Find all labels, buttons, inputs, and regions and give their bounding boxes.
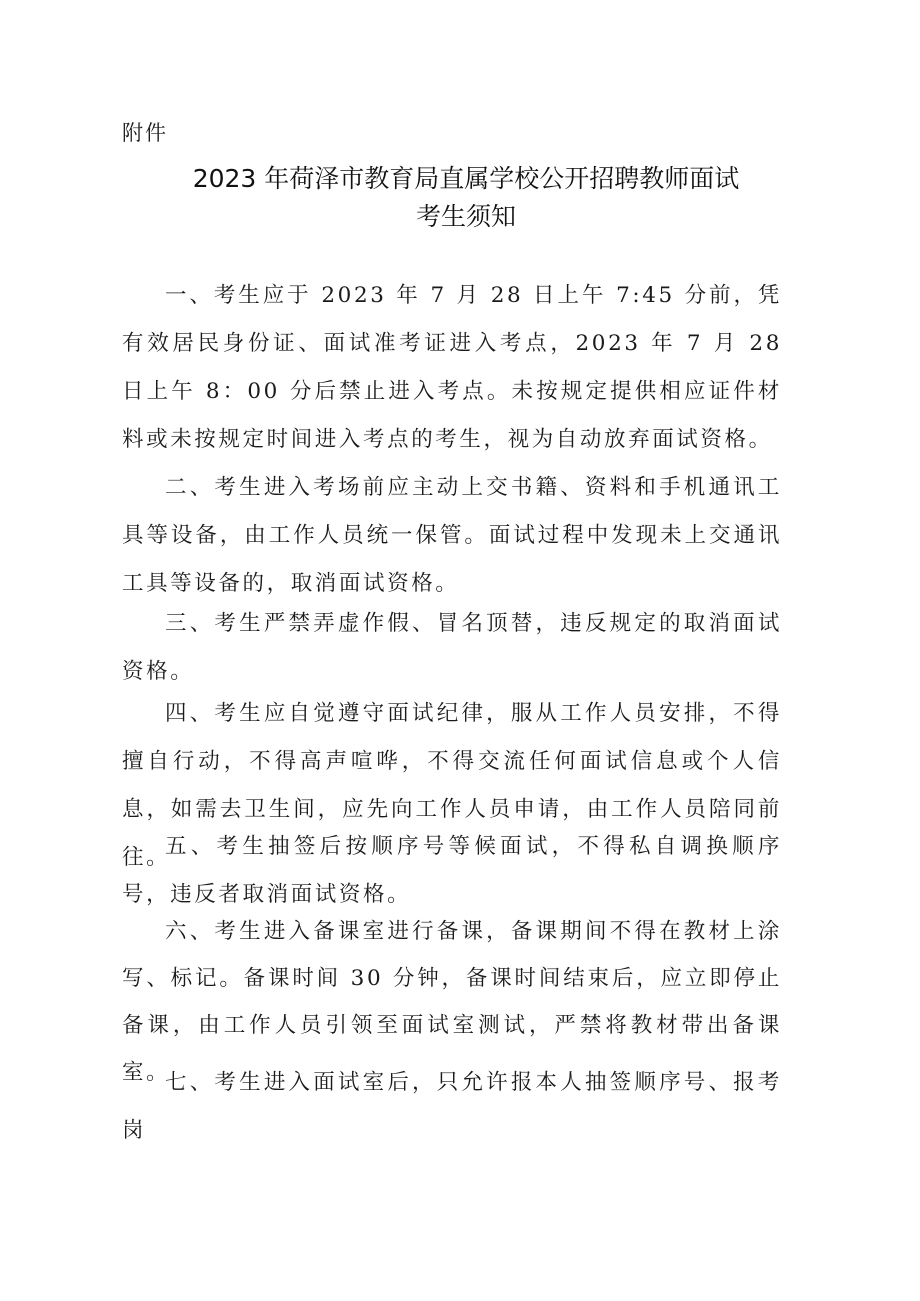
rule-paragraph-6: 六、考生进入备课室进行备课，备课期间不得在教材上涂写、标记。备课时间 30 分钟，备课时间结束后，应立即停止备课，由工作人员引领至面试室测试，严禁将教材带出备课室。 — [122, 919, 782, 1085]
attachment-label: 附件 — [122, 121, 168, 145]
document-title-line1: 2023 年荷泽市教育局直属学校公开招聘教师面试 — [192, 164, 740, 193]
rule-paragraph-2: 二、考生进入考场前应主动上交书籍、资料和手机通讯工具等设备，由工作人员统一保管。面试过程中发现未上交通讯工具等设备的，取消面试资格。 — [122, 475, 782, 596]
rule-paragraph-4: 四、考生应自觉遵守面试纪律，服从工作人员安排，不得擅自行动，不得高声喧哗，不得交流任何面试信息或个人信息，如需去卫生间，应先向工作人员申请，由工作人员陪同前往。 — [122, 701, 782, 870]
rule-paragraph-3: 三、考生严禁弄虚作假、冒名顶替，违反规定的取消面试资格。 — [122, 611, 782, 684]
rule-paragraph-5: 五、考生抽签后按顺序号等候面试，不得私自调换顺序号，违反者取消面试资格。 — [122, 834, 782, 907]
document-title-line2: 考生须知 — [415, 202, 516, 231]
rule-paragraph-1: 一、考生应于 2023 年 7 月 28 日上午 7:45 分前，凭有效居民身份证、面试准考证进入考点，2023 年 7 月 28 日上午 8：00 分后禁止进入考点。未按规定提供相应证件材料或未按规定时间进入考点的考生，视为自动放弃面试资格。 — [122, 283, 782, 452]
rule-paragraph-7: 七、考生进入面试室后，只允许报本人抽签顺序号、报考岗 — [122, 1070, 782, 1143]
